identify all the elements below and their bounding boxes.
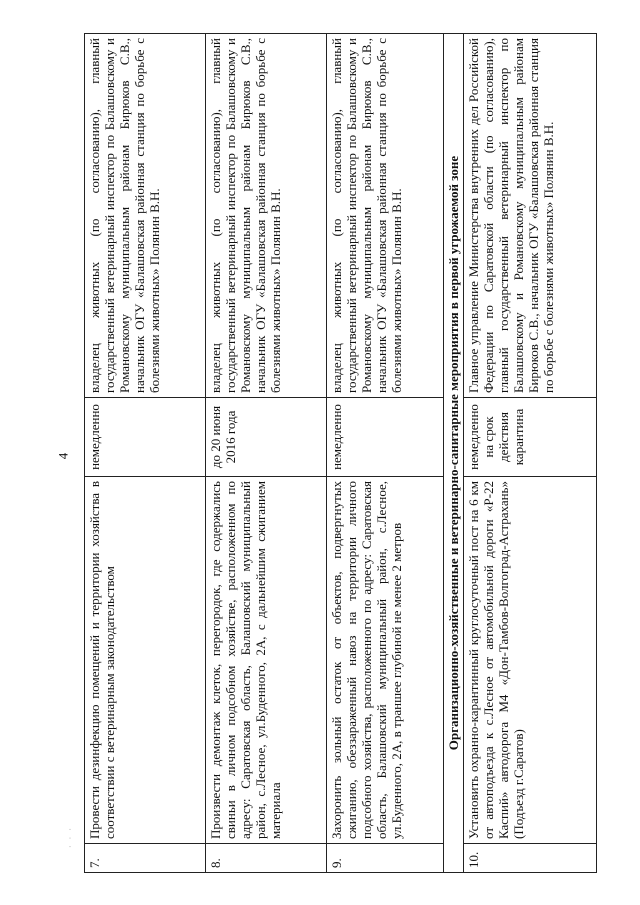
row-action: Провести дезинфекцию помещений и территории хозяйства в соответствии с ветеринарным законодательством	[85, 477, 206, 844]
table-row	[206, 34, 327, 873]
table-row	[85, 34, 206, 873]
row-term: немедленно	[85, 398, 206, 477]
row-responsible: владелец животных (по согласованию), главный государственный ветеринарный инспектор по Балашовскому и Романовскому муниципальным районам Бирюков С.В., начальник ОГУ «Балашовская районная станция по борьбе с болезнями животных» Полянин В.Н.	[206, 34, 327, 398]
row-action: Произвести демонтаж клеток, перегородок, где содержались свиньи в личном подсобном хозяйстве, расположенном по адресу: Саратовская область, Балашовский муниципальный район, с.Лесное, ул.Буденного, 2А, с дальнейшим сжиганием материала	[206, 477, 327, 844]
rotated-page	[84, 33, 584, 873]
row-responsible: владелец животных (по согласованию), главный государственный ветеринарный инспектор по Балашовскому и Романовскому муниципальным районам Бирюков С.В., начальник ОГУ «Балашовская районная станция по борьбе с болезнями животных» Полянин В.Н.	[327, 34, 444, 398]
scan-marks: · · ·	[66, 826, 75, 848]
row-responsible: Главное управление Министерства внутренних дел Российской Федерации по Саратовской области (по согласованию), главный государственный ветеринарный инспектор по Балашовскому и Романовскому муниципальным районам Бирюков С.В., начальник ОГУ «Балашовская районная станция по борьбе с болезнями животных» Полянин В.Н.	[464, 34, 597, 398]
row-term: немедленно на срок действия карантина	[464, 398, 597, 477]
row-number: 9.	[327, 844, 444, 873]
section-row	[444, 34, 464, 873]
measures-table	[84, 33, 597, 873]
row-term: до 20 июня 2016 года	[206, 398, 327, 477]
page-number: 4	[55, 452, 71, 460]
section-title: Организационно-хозяйственные и ветеринарно-санитарные мероприятия в первой угрожаемой зоне	[444, 34, 464, 873]
row-number: 10.	[464, 844, 597, 873]
row-number: 7.	[85, 844, 206, 873]
table-row	[327, 34, 444, 873]
row-number: 8.	[206, 844, 327, 873]
row-term: немедленно	[327, 398, 444, 477]
table-row	[464, 34, 597, 873]
row-action: Захоронить зольный остаток от объектов, подвергнутых сжиганию, обеззараженный навоз на территории личного подсобного хозяйства, расположенного по адресу: Саратовская область, Балашовский муниципальный район, с.Лесное, ул.Буденного, 2А, в траншее глубиной не менее 2 метров	[327, 477, 444, 844]
row-action: Установить охранно-карантинный круглосуточный пост на 6 км от автоподъезда к с.Лесное от автомобильной дороги «Р-22 Каспий» автодорога М4 «Дон-Тамбов-Волгоград-Астрахань» (Подъезд г.Саратов)	[464, 477, 597, 844]
row-responsible: владелец животных (по согласованию), главный государственный ветеринарный инспектор по Балашовскому и Романовскому муниципальным районам Бирюков С.В., начальник ОГУ «Балашовская районная станция по борьбе с болезнями животных» Полянин В.Н.	[85, 34, 206, 398]
